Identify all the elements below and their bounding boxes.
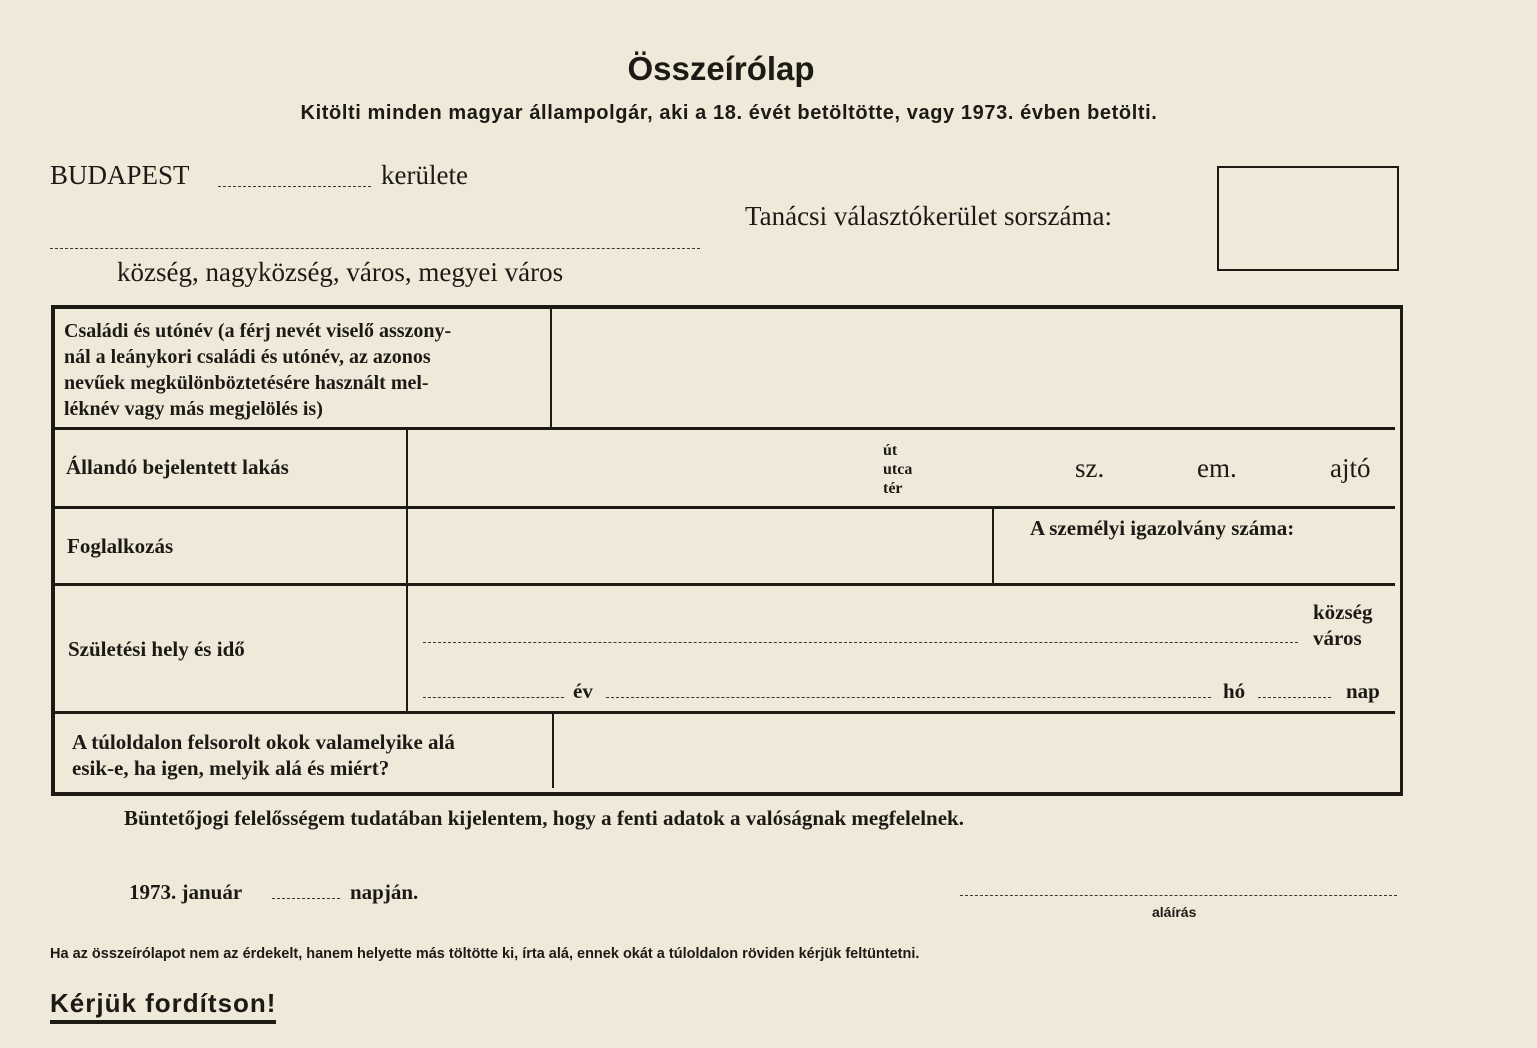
date-prefix: 1973. január — [129, 880, 243, 904]
street-name-input[interactable] — [409, 430, 879, 505]
birth-label: Születési hely és idő — [68, 637, 245, 661]
birth-year-field[interactable] — [423, 697, 564, 698]
form-title: Összeírólap — [627, 50, 815, 87]
declaration-text: Büntetőjogi felelősségem tudatában kijelentem, hogy a fenti adatok a valóságnak megfelelnek. — [124, 806, 964, 830]
exclusion-label: A túloldalon felsorolt okok valamelyike alá esik-e, ha igen, melyik alá és miért? — [72, 730, 455, 780]
birth-place-field[interactable] — [423, 642, 1298, 643]
settlement-name-field[interactable] — [50, 248, 700, 249]
birth-day-field[interactable] — [1258, 697, 1331, 698]
settlement-types: község, nagyközség, város, megyei város — [117, 257, 564, 287]
form-subtitle: Kitölti minden magyar állampolgár, aki a 18. évét betöltötte, vagy 1973. évben betölti. — [300, 102, 1158, 124]
city-label: BUDAPEST — [50, 160, 190, 190]
council-district-box[interactable] — [1217, 166, 1399, 271]
column-divider — [550, 309, 552, 427]
date-suffix: napján. — [350, 880, 419, 904]
birth-month-field[interactable] — [606, 697, 1211, 698]
row-divider — [55, 583, 1395, 586]
district-suffix: kerülete — [381, 160, 468, 190]
door-label: ajtó — [1330, 453, 1371, 483]
date-day-field[interactable] — [272, 898, 340, 899]
exclusion-input[interactable] — [555, 714, 1393, 787]
name-input[interactable] — [553, 310, 1391, 426]
turn-over-text: Kérjük fordítson! — [50, 988, 276, 1024]
column-divider — [552, 713, 554, 788]
birth-place-types: község város — [1313, 600, 1373, 650]
house-number-label: sz. — [1075, 453, 1105, 483]
year-label: év — [573, 679, 593, 703]
floor-label: em. — [1197, 453, 1237, 483]
column-divider — [992, 508, 994, 583]
signature-label: aláírás — [1152, 904, 1197, 920]
name-label: Családi és utónév (a férj nevét viselő asszony- nál a leánykori családi és utónév, az azonos nevűek megkülönböztetésére használt mel- léknév vagy más megjelölés is) — [64, 320, 452, 420]
month-label: hó — [1223, 679, 1246, 703]
council-district-label: Tanácsi választókerület sorszáma: — [745, 201, 1112, 231]
occupation-label: Foglalkozás — [67, 534, 174, 558]
district-number-field[interactable] — [218, 186, 371, 187]
column-divider — [406, 429, 408, 711]
address-label: Állandó bejelentett lakás — [66, 455, 289, 479]
footnote-text: Ha az összeírólapot nem az érdekelt, hanem helyette más töltötte ki, írta alá, ennek okát a túloldalon röviden kérjük feltüntetni. — [50, 946, 920, 962]
id-card-label: A személyi igazolvány száma: — [1030, 516, 1295, 540]
street-types: út utca tér — [883, 442, 913, 497]
id-card-input[interactable] — [995, 545, 1393, 582]
day-label: nap — [1346, 679, 1380, 703]
signature-field[interactable] — [960, 895, 1397, 896]
occupation-input[interactable] — [409, 509, 991, 582]
